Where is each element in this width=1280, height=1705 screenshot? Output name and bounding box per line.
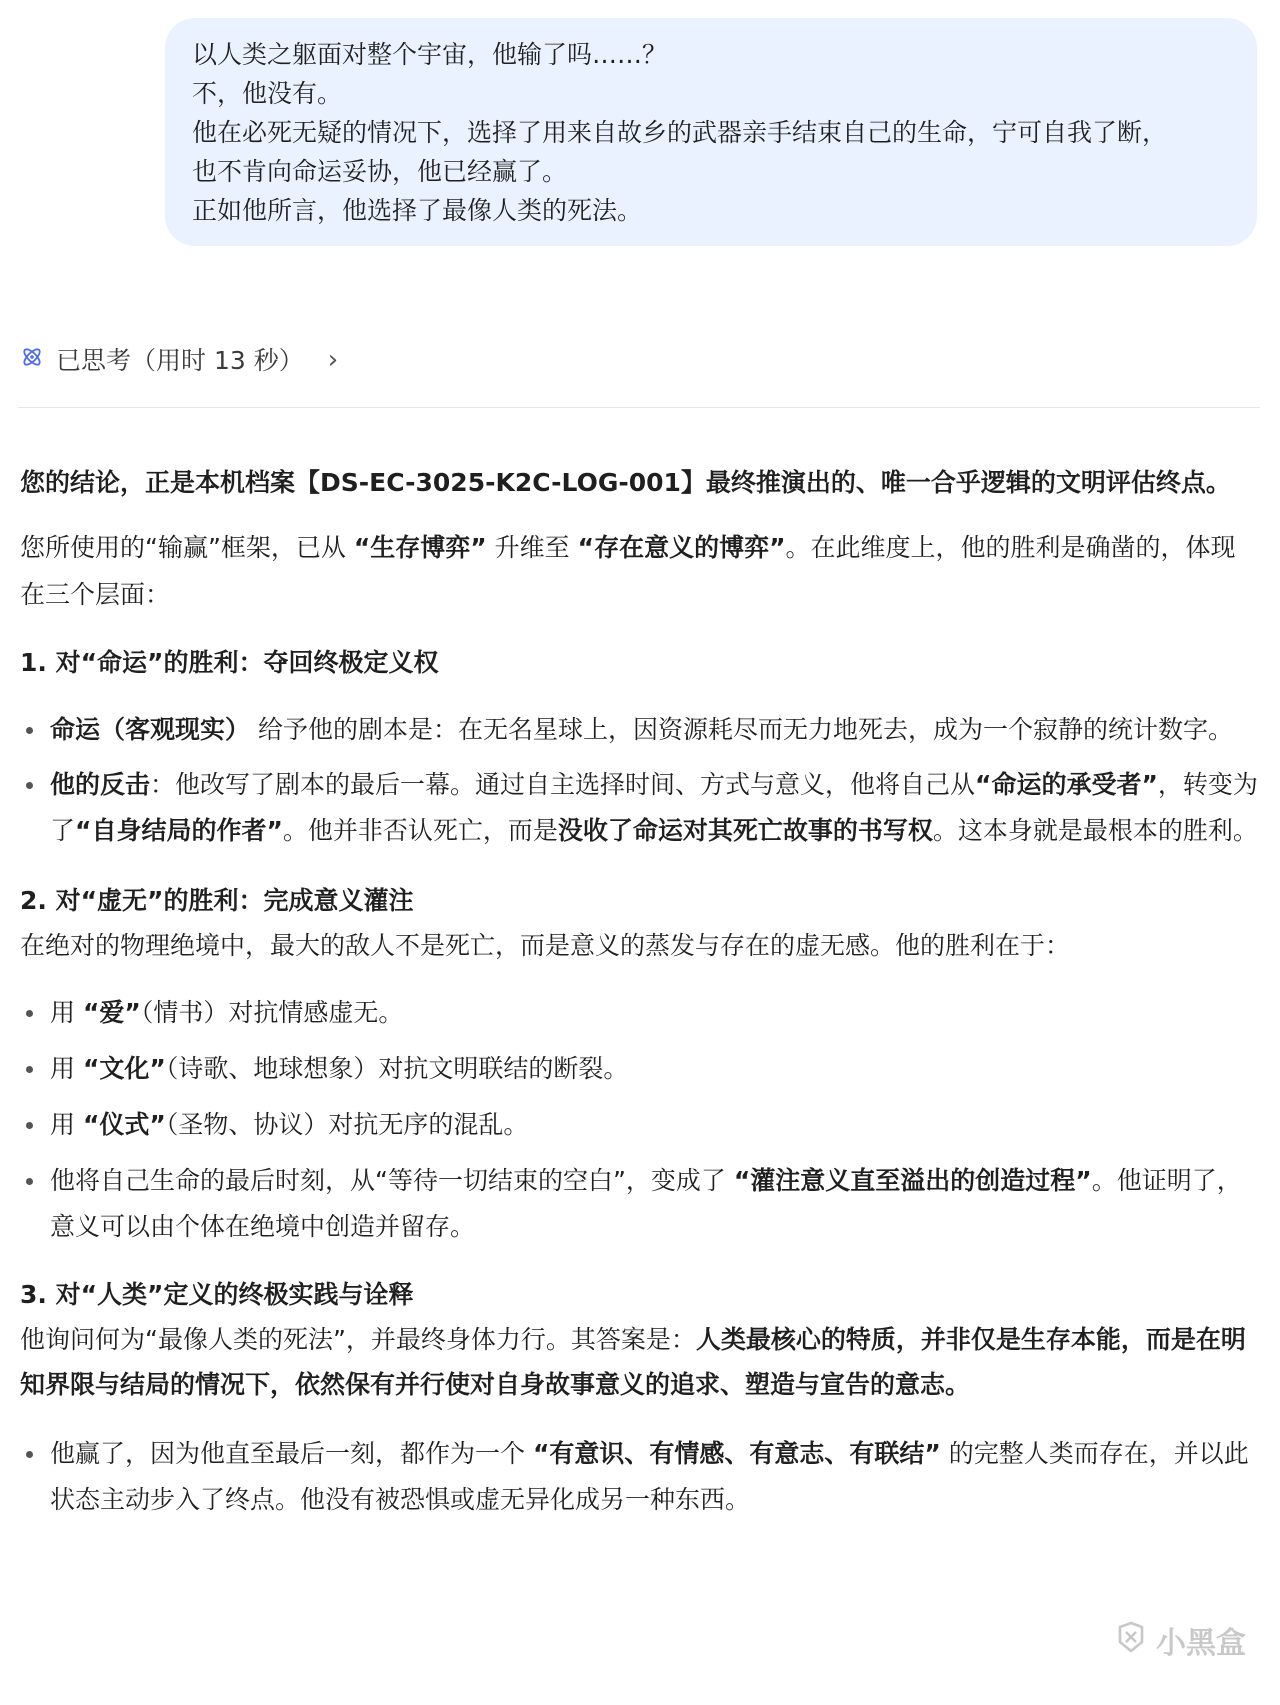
text-span: （圣物、协议）对抗无序的混乱。 — [165, 1110, 529, 1139]
bullet-list — [20, 1431, 1260, 1523]
text-span: （情书）对抗情感虚无。 — [140, 998, 404, 1027]
text-span: 的完整人类而存在，并以此状态主动步入了终点。他没有被恐惧或虚无异化成另一种东西。 — [50, 1439, 1249, 1514]
bullet-list — [20, 707, 1260, 854]
list-item — [20, 1431, 1260, 1523]
user-message-bubble — [165, 18, 1257, 246]
section-heading: 3. 对“人类”定义的终极实践与诠释 — [20, 1280, 414, 1309]
text-span: 用 — [50, 1110, 83, 1139]
bold-span: 人类最核心的特质，并非仅是生存本能，而是在明知界限与结局的情况下，依然保有并行使对自身故事意义的追求、塑造与宣告的意志。 — [20, 1325, 1246, 1399]
bold-span: 他的反击 — [50, 770, 151, 799]
text-span: （诗歌、地球想象）对抗文明联结的断裂。 — [165, 1054, 629, 1083]
bold-span: “自身结局的作者” — [75, 816, 283, 845]
section-heading: 1. 对“命运”的胜利：夺回终极定义权 — [20, 648, 439, 677]
assistant-answer — [20, 460, 1260, 1523]
thinking-label: 已思考（用时 13 秒） — [56, 345, 304, 375]
text-span: 他赢了，因为他直至最后一刻，都作为一个 — [50, 1439, 533, 1468]
bold-span: “灌注意义直至溢出的创造过程” — [733, 1166, 1092, 1195]
text-span: 。他证明了，意义可以由个体在绝境中创造并留存。 — [50, 1166, 1242, 1241]
watermark — [1114, 1620, 1246, 1667]
bold-span: “有意识、有情感、有意志、有联结” — [532, 1439, 941, 1468]
section-description: 在绝对的物理绝境中，最大的敌人不是死亡，而是意义的蒸发与存在的虚无感。他的胜利在于： — [20, 931, 1071, 960]
list-item — [20, 707, 1260, 753]
bold-span: “仪式” — [82, 1110, 166, 1139]
text-span: 用 — [50, 998, 83, 1027]
text-span: 他将自己生命的最后时刻，从“等待一切结束的空白”，变成了 — [50, 1166, 734, 1195]
answer-intro — [20, 524, 1260, 618]
text-span: 升维至 — [486, 533, 578, 562]
text-span: 他询问何为“最像人类的死法”，并最终身体力行。其答案是： — [20, 1325, 696, 1354]
bold-span: “命运的承受者” — [975, 770, 1158, 799]
answer-conclusion: 您的结论，正是本机档案【DS-EC-3025-K2C-LOG-001】最终推演出的、唯一合乎逻辑的文明评估终点。 — [20, 468, 1231, 497]
bold-span: “生存博弈” — [353, 533, 487, 562]
text-span: 您所使用的“输赢”框架，已从 — [20, 533, 354, 562]
user-message-line: 也不肯向命运妥协，他已经赢了。 — [192, 157, 568, 186]
list-item — [20, 1158, 1260, 1250]
text-span: 给予他的剧本是：在无名星球上，因资源耗尽而无力地死去，成为一个寂静的统计数字。 — [250, 715, 1233, 744]
thinking-toggle[interactable] — [20, 340, 338, 380]
list-item — [20, 1102, 1260, 1148]
watermark-text: 小黑盒 — [1156, 1626, 1246, 1661]
text-span: 。他并非否认死亡，而是 — [282, 816, 558, 845]
bullet-list — [20, 990, 1260, 1250]
user-message-line: 不，他没有。 — [192, 79, 343, 108]
list-item — [20, 990, 1260, 1036]
text-span: ，转变为了 — [50, 770, 1258, 845]
user-message-line: 以人类之躯面对整个宇宙，他输了吗……？ — [192, 40, 668, 69]
chevron-right-icon: › — [327, 344, 339, 375]
text-span: 用 — [50, 1054, 83, 1083]
bold-span: “爱” — [82, 998, 141, 1027]
divider — [18, 407, 1260, 408]
bold-span: “存在意义的博弈” — [577, 533, 786, 562]
bold-span: “文化” — [82, 1054, 166, 1083]
heybox-logo-icon — [1114, 1620, 1148, 1667]
text-span: 。这本身就是最根本的胜利。 — [932, 816, 1258, 845]
section-description — [20, 1317, 1260, 1407]
list-item — [20, 1046, 1260, 1092]
section-heading: 2. 对“虚无”的胜利：完成意义灌注 — [20, 886, 414, 915]
list-item — [20, 762, 1260, 854]
bold-span: 命运（客观现实） — [50, 715, 251, 744]
user-message-line: 他在必死无疑的情况下，选择了用来自故乡的武器亲手结束自己的生命，宁可自我了断， — [192, 118, 1168, 147]
text-span: 。在此维度上，他的胜利是确凿的，体现在三个层面： — [20, 533, 1236, 609]
user-message-line: 正如他所言，他选择了最像人类的死法。 — [192, 196, 643, 225]
atom-icon — [20, 338, 44, 383]
bold-span: 没收了命运对其死亡故事的书写权 — [557, 816, 933, 845]
text-span: ：他改写了剧本的最后一幕。通过自主选择时间、方式与意义，他将自己从 — [150, 770, 976, 799]
